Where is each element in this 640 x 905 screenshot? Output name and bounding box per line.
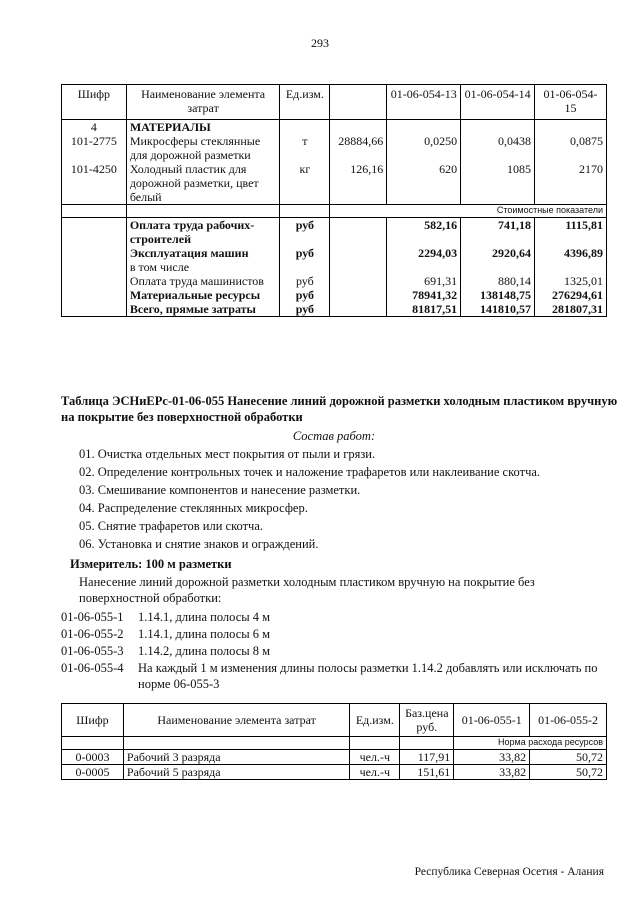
cost-name: Материальные ресурсы	[126, 288, 280, 302]
header-norm-1: 01-06-055-1	[454, 704, 530, 737]
cost-value-13: 78941,32	[387, 288, 461, 302]
cost-name: Оплата труда рабочих-строителей	[126, 218, 280, 247]
cost-value-14: 138148,75	[461, 288, 535, 302]
cost-value-13: 2294,03	[387, 246, 461, 260]
cost-unit: руб	[280, 246, 330, 260]
norm-item	[61, 660, 621, 692]
norm-item	[61, 609, 621, 626]
header-norm-15: 01-06-054-15	[535, 85, 607, 120]
cost-name: Эксплуатация машин	[126, 246, 280, 260]
cost-unit: руб	[280, 302, 330, 317]
cost-value-14: 141810,57	[461, 302, 535, 317]
row-name: Рабочий 3 разряда	[123, 750, 349, 765]
cost-value-15: 281807,31	[535, 302, 607, 317]
cost-name: Оплата труда машинистов	[126, 274, 280, 288]
row-name: Холодный пластик для дорожной разметки, цвет белый	[126, 162, 280, 205]
resource-table-054	[61, 84, 607, 317]
row-name: Микросферы стеклянные для дорожной разметки	[126, 134, 280, 162]
work-item: 03. Смешивание компонентов и нанесение разметки.	[79, 483, 361, 497]
cost-name: Всего, прямые затраты	[126, 302, 280, 317]
cost-value-13: 691,31	[387, 274, 461, 288]
section-row	[62, 120, 607, 135]
row-unit: чел.-ч	[350, 765, 400, 780]
norm-code: 01-06-055-3	[61, 644, 124, 658]
cost-indicators-label: Стоимостные показатели	[330, 205, 607, 218]
row-value-2: 50,72	[530, 750, 607, 765]
norm-text: 1.14.1, длина полосы 4 м	[138, 610, 271, 624]
norm-code: 01-06-055-4	[61, 661, 124, 675]
row-value-1: 33,82	[454, 765, 530, 780]
cost-value-15: 1115,81	[535, 218, 607, 247]
table-header-row	[62, 704, 607, 737]
section-title: Таблица ЭСНиЕРс-01-06-055 Нанесение линий дорожной разметки холодным пластиком вручную на покрытие без поверхностной обработки	[61, 394, 618, 424]
table-header-row	[62, 85, 607, 120]
work-item: 06. Установка и снятие знаков и ограждений.	[79, 537, 319, 551]
work-item: 01. Очистка отдельных мест покрытия от пыли и грязи.	[79, 447, 376, 461]
footer-region: Республика Северная Осетия - Алания	[414, 866, 604, 878]
norm-text: 1.14.2, длина полосы 8 м	[138, 644, 271, 658]
composition-title: Состав работ:	[292, 429, 376, 443]
row-value-14: 0,0438	[461, 134, 535, 162]
cost-value-14: 741,18	[461, 218, 535, 247]
row-price: 28884,66	[330, 134, 387, 162]
header-name: Наименование элемента затрат	[123, 704, 349, 737]
norm-item	[61, 626, 621, 643]
norm-list	[61, 609, 621, 692]
cost-row	[62, 274, 607, 288]
cost-row	[62, 288, 607, 302]
norm-text: 1.14.1, длина полосы 6 м	[138, 627, 271, 641]
row-unit: чел.-ч	[350, 750, 400, 765]
row-value-2: 50,72	[530, 765, 607, 780]
cost-row	[62, 302, 607, 317]
section-number: 4	[62, 120, 127, 135]
description: Нанесение линий дорожной разметки холодным пластиком вручную на покрытие без поверхностной обработки:	[79, 575, 535, 605]
row-code: 101-4250	[62, 162, 127, 205]
norm-code: 01-06-055-1	[61, 610, 124, 624]
header-norm-13: 01-06-054-13	[387, 85, 461, 120]
cost-row	[62, 260, 607, 274]
row-value-14: 1085	[461, 162, 535, 205]
table-row	[62, 765, 607, 780]
measure-unit: Измеритель: 100 м разметки	[70, 557, 232, 571]
work-item: 02. Определение контрольных точек и наложение трафаретов или наклеивание скотча.	[79, 465, 541, 479]
cost-value-15: 1325,01	[535, 274, 607, 288]
cost-unit: руб	[280, 274, 330, 288]
header-norm-2: 01-06-055-2	[530, 704, 607, 737]
work-item: 05. Снятие трафаретов или скотча.	[79, 519, 264, 533]
norm-label-row	[62, 737, 607, 750]
norm-label: Норма расхода ресурсов	[454, 737, 607, 750]
norm-text: На каждый 1 м изменения длины полосы разметки 1.14.2 добавлять или исключать по норме 06-055-3	[138, 661, 598, 691]
cost-value-13: 582,16	[387, 218, 461, 247]
row-value-15: 2170	[535, 162, 607, 205]
row-code: 101-2775	[62, 134, 127, 162]
row-name: Рабочий 5 разряда	[123, 765, 349, 780]
row-value-13: 620	[387, 162, 461, 205]
header-code: Шифр	[62, 704, 124, 737]
cost-value-15: 276294,61	[535, 288, 607, 302]
row-value-13: 0,0250	[387, 134, 461, 162]
header-name: Наименование элемента затрат	[126, 85, 280, 120]
row-value-15: 0,0875	[535, 134, 607, 162]
table-row	[62, 162, 607, 205]
work-list	[79, 446, 619, 554]
page-number: 293	[311, 36, 329, 50]
header-code: Шифр	[62, 85, 127, 120]
header-price	[330, 85, 387, 120]
cost-indicators-row	[62, 205, 607, 218]
row-value-1: 33,82	[454, 750, 530, 765]
row-code: 0-0003	[62, 750, 124, 765]
cost-value-15: 4396,89	[535, 246, 607, 260]
cost-value-14: 2920,64	[461, 246, 535, 260]
row-unit: т	[280, 134, 330, 162]
row-price: 126,16	[330, 162, 387, 205]
row-price: 151,61	[400, 765, 454, 780]
cost-value-13: 81817,51	[387, 302, 461, 317]
cost-row	[62, 246, 607, 260]
cost-name: в том числе	[126, 260, 280, 274]
resource-table-055	[61, 703, 607, 780]
row-code: 0-0005	[62, 765, 124, 780]
cost-unit: руб	[280, 288, 330, 302]
cost-unit: руб	[280, 218, 330, 247]
header-unit: Ед.изм.	[280, 85, 330, 120]
norm-item	[61, 643, 621, 660]
row-unit: кг	[280, 162, 330, 205]
cost-value-14: 880,14	[461, 274, 535, 288]
cost-row	[62, 218, 607, 247]
section-title: МАТЕРИАЛЫ	[126, 120, 280, 135]
table-row	[62, 134, 607, 162]
header-price: Баз.цена руб.	[400, 704, 454, 737]
row-price: 117,91	[400, 750, 454, 765]
header-unit: Ед.изм.	[350, 704, 400, 737]
norm-code: 01-06-055-2	[61, 627, 124, 641]
work-item: 04. Распределение стеклянных микросфер.	[79, 501, 308, 515]
table-row	[62, 750, 607, 765]
header-norm-14: 01-06-054-14	[461, 85, 535, 120]
